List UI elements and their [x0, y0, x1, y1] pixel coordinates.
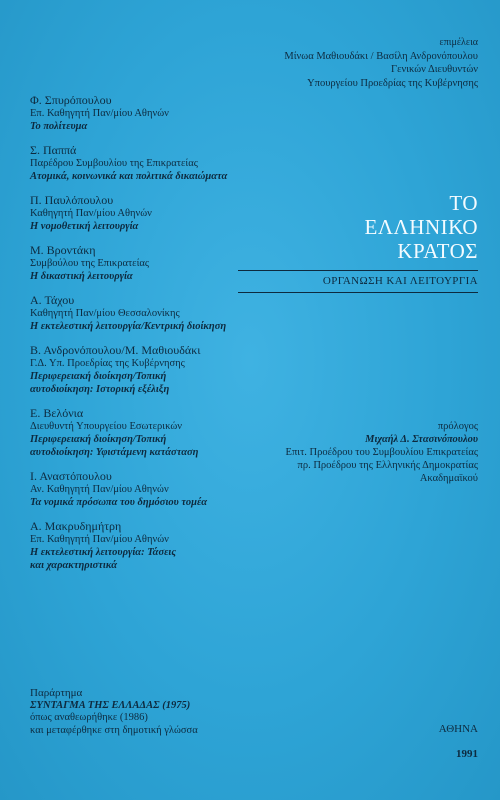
contributor-name: Π. Παυλόπουλου	[30, 193, 114, 207]
editors-ministry: Υπουργείου Προεδρίας της Κυβέρνησης	[307, 77, 478, 89]
book-title-block	[238, 191, 478, 293]
contributor-entry	[30, 93, 300, 133]
contributor-topic-continued: και χαρακτηριστικά	[30, 560, 118, 571]
contributor-name: Σ. Παππά	[30, 143, 77, 157]
editors-names: Μίνωα Μαθιουδάκι / Βασίλη Ανδρονόπουλου	[284, 50, 478, 62]
book-subtitle: ΟΡΓΑΝΩΣΗ ΚΑΙ ΛΕΙΤΟΥΡΓΙΑ	[322, 275, 478, 287]
contributor-name: Μ. Βροντάκη	[30, 243, 96, 257]
contributor-role: Παρέδρου Συμβουλίου της Επικρατείας	[30, 158, 198, 169]
contributor-entry	[30, 143, 300, 183]
preface-author-role-3: Ακαδημαϊκού	[419, 473, 478, 484]
contributor-topic: Ατομικά, κοινωνικά και πολιτικά δικαιώματα	[30, 171, 228, 182]
preface-author-role-2: πρ. Προέδρου της Ελληνικής Δημοκρατίας	[297, 460, 478, 471]
title-line-2: ΕΛΛΗΝΙΚΟ	[364, 215, 478, 239]
contributor-topic: Η εκτελεστική λειτουργία/Κεντρική διοίκηση	[30, 321, 227, 332]
appendix-document-title: ΣΥΝΤΑΓΜΑ ΤΗΣ ΕΛΛΑΔΑΣ (1975)	[30, 699, 191, 711]
contributor-name: Ι. Αναστόπουλου	[30, 469, 112, 483]
contributor-topic-continued: αυτοδιοίκηση: Ιστορική εξέλιξη	[30, 384, 170, 395]
publication-year: 1991	[456, 748, 478, 760]
contributor-topic: Το πολίτευμα	[30, 121, 88, 132]
contributor-topic-continued: αυτοδιοίκηση: Υφιστάμενη κατάσταση	[30, 447, 199, 458]
contributor-name: Ε. Βελόνια	[30, 406, 84, 420]
title-divider-bottom	[238, 292, 478, 293]
appendix-note-1: όπως αναθεωρήθηκε (1986)	[30, 712, 148, 723]
title-divider-top	[238, 270, 478, 271]
contributor-topic: Η εκτελεστική λειτουργία: Τάσεις	[30, 547, 177, 558]
contributor-topic: Η δικαστική λειτουργία	[30, 271, 133, 282]
contributor-name: Α. Τάχου	[30, 293, 75, 307]
preface-author: Μιχαήλ Δ. Στασινόπουλου	[365, 434, 478, 445]
appendix-note-2: και μεταφέρθηκε στη δημοτική γλώσσα	[30, 724, 198, 736]
preface-block	[218, 420, 478, 485]
editors-kicker: επιμέλεια	[439, 37, 478, 48]
contributor-topic: Η νομοθετική λειτουργία	[30, 221, 139, 232]
contributor-entry	[30, 293, 300, 333]
contributor-role: Γ.Δ. Υπ. Προεδρίας της Κυβέρνησης	[30, 358, 185, 369]
contributor-role: Επ. Καθηγητή Παν/μίου Αθηνών	[30, 108, 169, 119]
contributor-topic: Περιφερειακή διοίκηση/Τοπική	[30, 434, 167, 445]
contributor-name: Φ. Σπυρόπουλου	[30, 93, 112, 107]
contributor-role: Καθηγητή Παν/μίου Θεσσαλονίκης	[30, 308, 180, 319]
contributor-role: Διευθυντή Υπουργείου Εσωτερικών	[30, 421, 182, 432]
contributor-role: Συμβούλου της Επικρατείας	[30, 258, 150, 269]
publication-place: ΑΘΗΝΑ	[438, 723, 478, 735]
preface-author-role-1: Επιτ. Προέδρου του Συμβουλίου Επικρατείας	[285, 447, 478, 458]
contributor-topic: Περιφερειακή διοίκηση/Τοπική	[30, 371, 167, 382]
contributor-name: Α. Μακρυδημήτρη	[30, 519, 122, 533]
contributor-entry	[30, 519, 300, 572]
editors-role: Γενικών Διευθυντών	[391, 64, 478, 75]
contributor-entry	[30, 343, 300, 396]
editors-block	[178, 36, 478, 90]
contributor-topic: Τα νομικά πρόσωπα του δημόσιου τομέα	[30, 497, 208, 508]
contributor-role: Αν. Καθηγητή Παν/μίου Αθηνών	[30, 484, 169, 495]
title-line-1: ΤΟ	[449, 191, 478, 215]
appendix-block	[30, 687, 300, 737]
contributors-list	[30, 93, 300, 582]
preface-kicker: πρόλογος	[437, 421, 478, 432]
title-line-3: ΚΡΑΤΟΣ	[397, 239, 478, 263]
contributor-name: Β. Ανδρονόπουλου/Μ. Μαθιουδάκι	[30, 343, 201, 357]
contributor-role: Επ. Καθηγητή Παν/μίου Αθηνών	[30, 534, 169, 545]
contributor-role: Καθηγητή Παν/μίου Αθηνών	[30, 208, 152, 219]
appendix-heading: Παράρτημα	[30, 687, 83, 699]
